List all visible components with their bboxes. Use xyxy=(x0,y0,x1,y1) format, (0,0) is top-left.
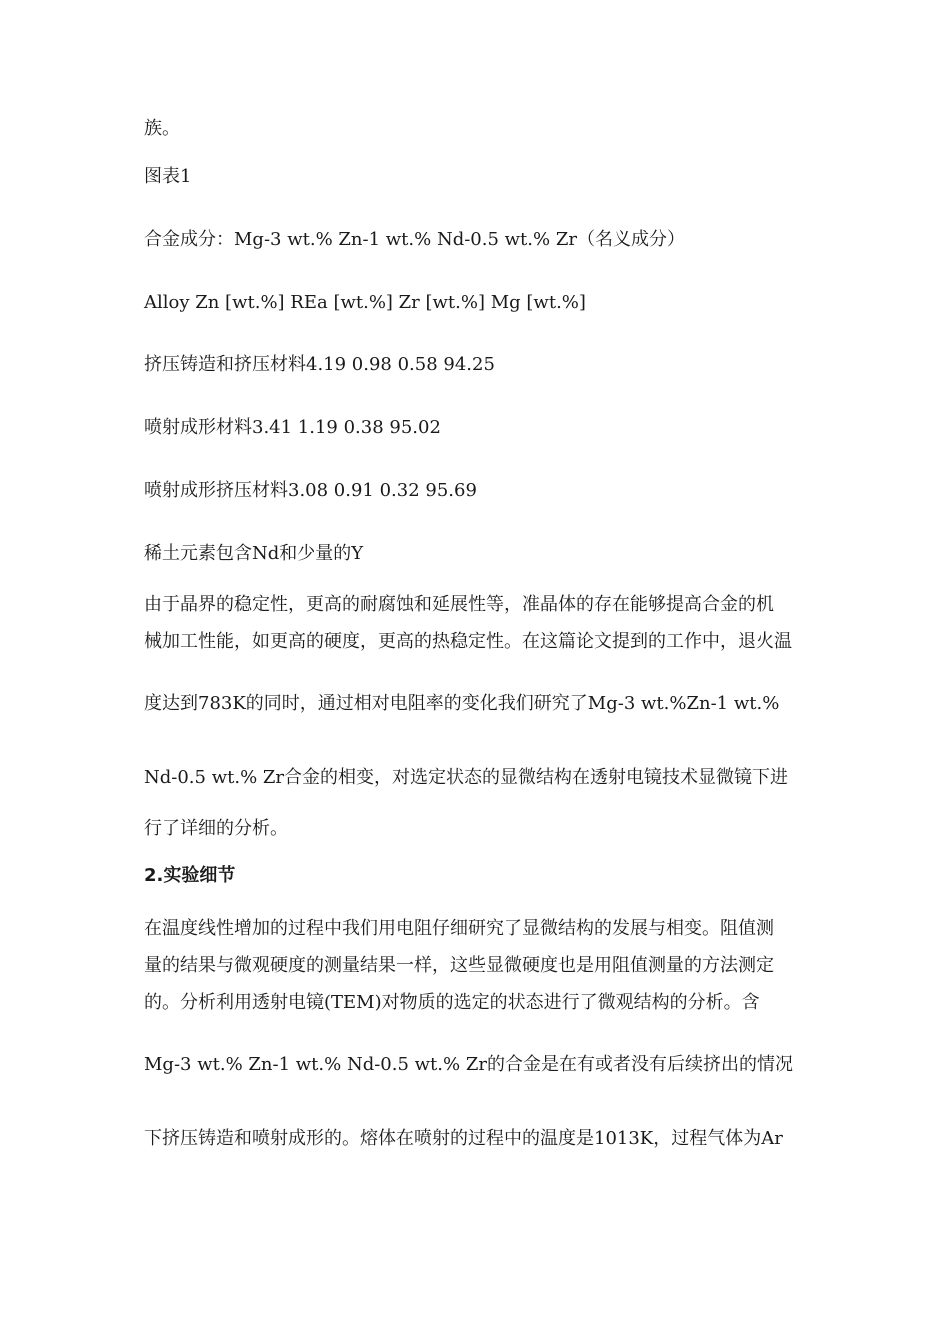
paragraph-line: 在温度线性增加的过程中我们用电阻仔细研究了显微结构的发展与相变。阻值测 xyxy=(144,918,774,939)
paragraph-line: 度达到783K的同时，通过相对电阻率的变化我们研究了Mg-3 wt.%Zn-1 wt.% xyxy=(144,693,780,714)
paragraph-line: 械加工性能，如更高的硬度，更高的热稳定性。在这篇论文提到的工作中，退火温 xyxy=(144,631,792,652)
table-row-line: 挤压铸造和挤压材料4.19 0.98 0.58 94.25 xyxy=(144,354,495,375)
table-row-line: 喷射成形挤压材料3.08 0.91 0.32 95.69 xyxy=(144,480,477,501)
table-row-line: 喷射成形材料3.41 1.19 0.38 95.02 xyxy=(144,417,441,438)
section-heading: 2.实验细节 xyxy=(144,865,236,886)
table-footnote: 稀土元素包含Nd和少量的Y xyxy=(144,543,364,564)
paragraph-line: Mg-3 wt.% Zn-1 wt.% Nd-0.5 wt.% Zr的合金是在有或者没有后续挤出的情况 xyxy=(144,1054,793,1075)
paragraph-line: 由于晶界的稳定性，更高的耐腐蚀和延展性等，准晶体的存在能够提高合金的机 xyxy=(144,594,774,615)
paragraph-line: 的。分析利用透射电镜(TEM)对物质的选定的状态进行了微观结构的分析。含 xyxy=(144,992,760,1013)
paragraph-line: 下挤压铸造和喷射成形的。熔体在喷射的过程中的温度是1013K，过程气体为Ar xyxy=(144,1128,783,1149)
paragraph-line: 行了详细的分析。 xyxy=(144,818,288,839)
paragraph-line: Nd-0.5 wt.% Zr合金的相变，对选定状态的显微结构在透射电镜技术显微镜下进 xyxy=(144,767,788,788)
text-line: 族。 xyxy=(144,118,180,139)
table-header-line: Alloy Zn [wt.%] REa [wt.%] Zr [wt.%] Mg [wt.%] xyxy=(144,292,586,313)
figure-label: 图表1 xyxy=(144,166,192,187)
alloy-composition-line: 合金成分：Mg-3 wt.% Zn-1 wt.% Nd-0.5 wt.% Zr（名义成分） xyxy=(144,229,685,250)
paragraph-line: 量的结果与微观硬度的测量结果一样，这些显微硬度也是用阻值测量的方法测定 xyxy=(144,955,774,976)
